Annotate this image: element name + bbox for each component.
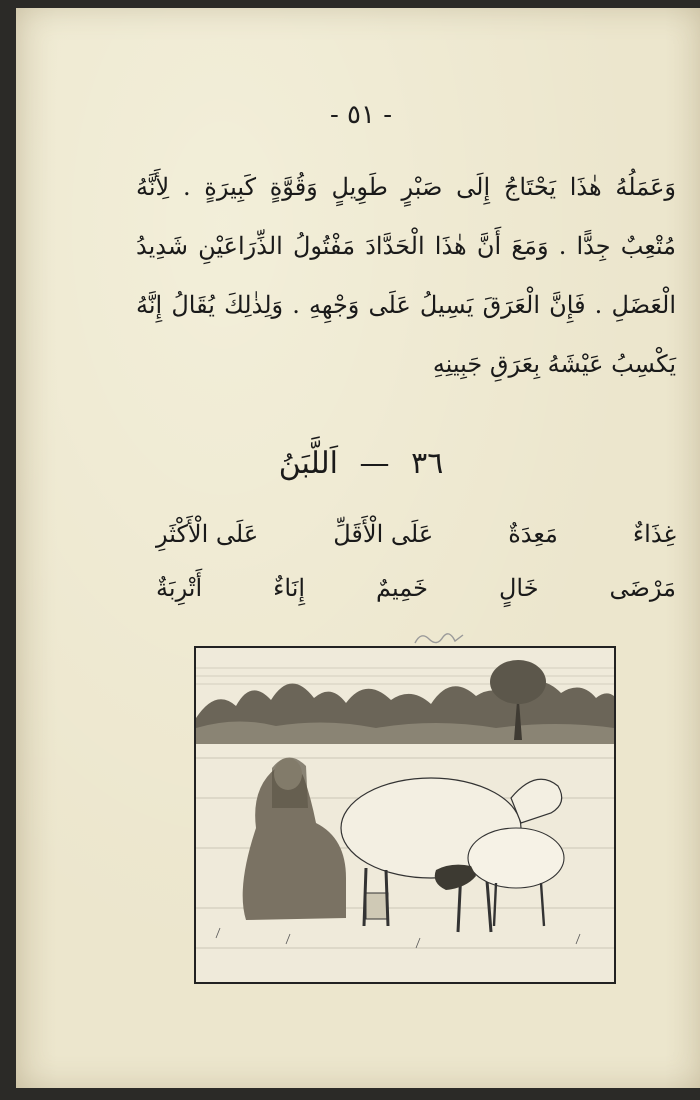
lesson-dash: — <box>359 446 390 481</box>
book-page <box>16 8 700 1088</box>
vocab-word: مَرْضَى <box>609 574 676 602</box>
lesson-title: اَللَّبَنُ <box>278 446 338 481</box>
paragraph <box>136 158 676 394</box>
vocab-word: أَتْرِبَةٌ <box>156 574 203 602</box>
paragraph-line: مُتْعِبٌ جِدًّا . وَمَعَ أَنَّ هٰذَا الْحَدَّادَ مَفْتُولُ الذِّرَاعَيْنِ شَدِيدُ <box>136 232 676 260</box>
paragraph-line: وَعَمَلُهُ هٰذَا يَحْتَاجُ إِلَى صَبْرٍ طَوِيلٍ وَقُوَّةٍ كَبِيرَةٍ . لِأَنَّهُ <box>136 173 676 201</box>
lesson-number: ٣٦ <box>411 446 444 481</box>
paragraph-line: يَكْسِبُ عَيْشَهُ بِعَرَقِ جَبِينِهِ <box>432 350 676 378</box>
milking-illustration <box>194 646 616 984</box>
vocabulary-row-2 <box>156 574 676 602</box>
vocab-word: مَعِدَةٌ <box>508 520 558 548</box>
vocabulary-row-1 <box>156 520 676 548</box>
vocab-word: خَمِيمٌ <box>376 574 428 602</box>
paragraph-line: الْعَضَلِ . فَإِنَّ الْعَرَقَ يَسِيلُ عَلَى وَجْهِهِ . وَلِذٰلِكَ يُقَالُ إِنَّهُ <box>136 291 676 319</box>
vocab-word: إِنَاءٌ <box>273 574 306 602</box>
vocab-word: خَالٍ <box>498 574 539 602</box>
vocab-word: غِذَاءٌ <box>632 520 676 548</box>
lesson-heading <box>16 446 700 481</box>
vocab-word: عَلَى الْأَقَلِّ <box>333 520 434 548</box>
vocab-word: عَلَى الْأَكْثَرِ <box>156 520 259 548</box>
page-number: - ٥١ - <box>329 100 393 130</box>
